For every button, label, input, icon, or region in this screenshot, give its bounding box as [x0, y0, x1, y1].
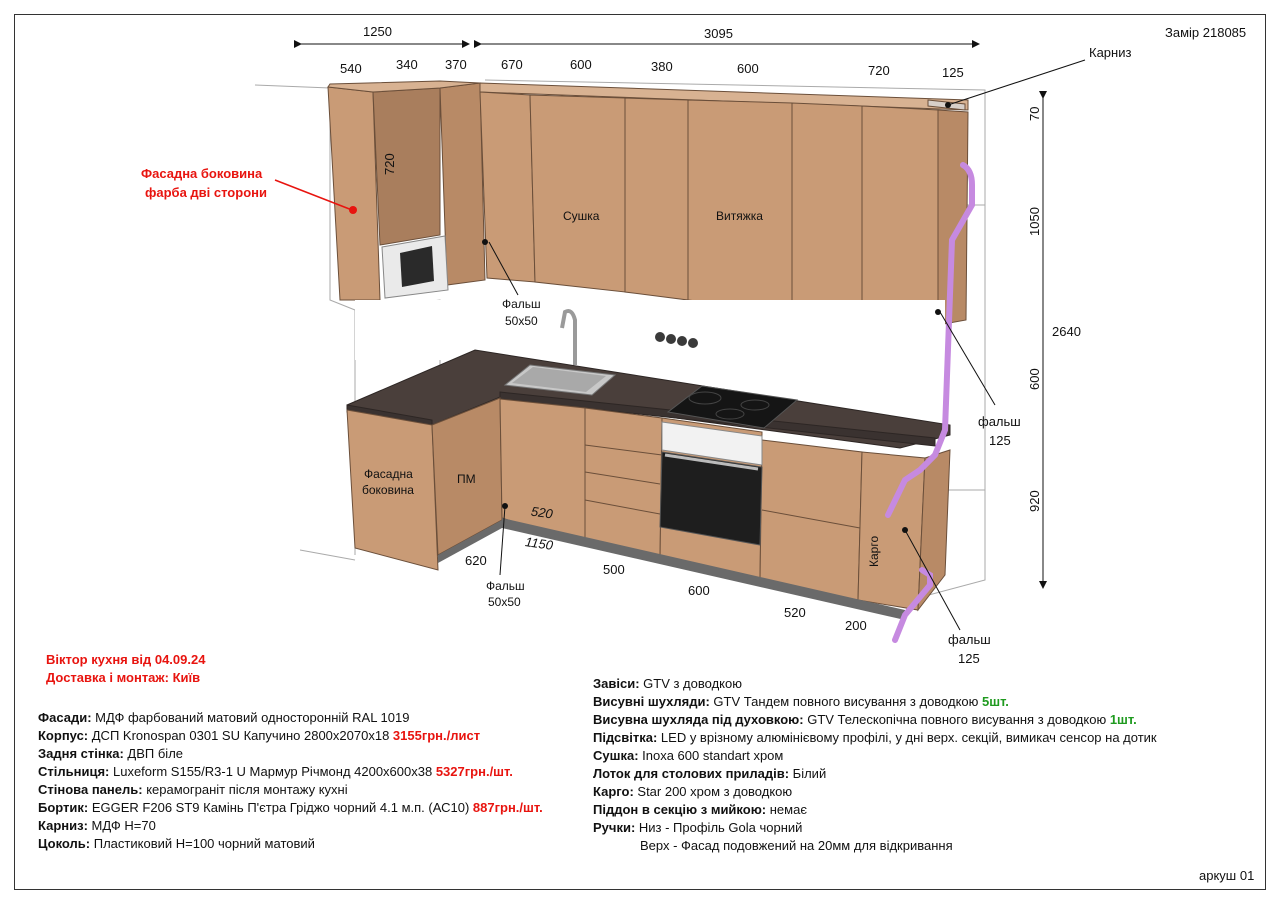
- dim-floor: 520: [530, 503, 554, 522]
- spec-row: Карниз: МДФ Н=70: [38, 818, 156, 833]
- spec-row: Підсвітка: LED у врізному алюмінієвому профілі, у дні верх. секцій, вимикач сенсор на дотик: [593, 730, 1157, 745]
- facade-side-lower: боковина: [362, 483, 414, 497]
- dim-top-seg: 370: [445, 57, 467, 72]
- spec-row: Карго: Star 200 хром з доводкою: [593, 784, 793, 799]
- microwave: [382, 236, 448, 298]
- false-panel-upper: Фальш: [502, 297, 541, 311]
- dim-floor: 1150: [524, 534, 554, 553]
- dim-floor: 500: [603, 562, 625, 577]
- dim-floor: 520: [784, 605, 806, 620]
- project-title: Віктор кухня від 04.09.24: [46, 652, 206, 667]
- false-panel-upper: 50x50: [505, 314, 538, 328]
- false-panel-lower: 50x50: [488, 595, 521, 609]
- dim-right-vertical: 920: [1027, 490, 1042, 512]
- sheet-number: аркуш 01: [1199, 868, 1255, 883]
- facade-side-dot: [349, 206, 357, 214]
- dim-top-left-total: 1250: [363, 24, 392, 39]
- dim-top-seg: 600: [737, 61, 759, 76]
- dim-right-vertical: 600: [1027, 368, 1042, 390]
- order-number: Замір 218085: [1165, 25, 1247, 40]
- cargo-label: Карго: [867, 535, 881, 567]
- dim-top-seg: 125: [942, 65, 964, 80]
- spec-row: Фасади: МДФ фарбований матовий односторонній RAL 1019: [38, 710, 410, 725]
- spec-row: Корпус: ДСП Kronospan 0301 SU Капучино 2800х2070х18 3155грн./лист: [38, 728, 481, 743]
- cornice-label: Карниз: [1089, 45, 1132, 60]
- false-right-lower: фальш: [948, 632, 991, 647]
- dryer-label: Сушка: [563, 209, 600, 223]
- dim-top-seg: 600: [570, 57, 592, 72]
- specs-left: [38, 709, 543, 853]
- false-panel-lower: Фальш: [486, 579, 525, 593]
- spec-row: Стінова панель: керамограніт після монтажу кухні: [38, 782, 348, 797]
- spec-row: Сушка: Inoxa 600 standart хром: [593, 748, 784, 763]
- project-delivery: Доставка і монтаж: Київ: [46, 670, 201, 685]
- facade-side-note: Фасадна боковина: [141, 166, 263, 181]
- dim-top-seg: 670: [501, 57, 523, 72]
- spec-row: Висувна шухляда під духовкою: GTV Телескопічна повного висування з доводкою 1шт.: [593, 712, 1137, 727]
- dim-right-vertical: 1050: [1027, 207, 1042, 236]
- dim-right-vertical: 70: [1027, 106, 1042, 121]
- false-right-upper: 125: [989, 433, 1011, 448]
- spec-row: Завіси: GTV з доводкою: [593, 676, 742, 691]
- spec-row: Стільниця: Luxeform S155/R3-1 U Мармур Річмонд 4200х600х38 5327грн./шт.: [38, 764, 513, 779]
- dim-top-right-total: 3095: [704, 26, 733, 41]
- spec-row: Задня стінка: ДВП біле: [38, 746, 184, 761]
- dim-floor: 620: [465, 553, 487, 568]
- dim-top-seg: 540: [340, 61, 362, 76]
- dim-floor: 600: [688, 583, 710, 598]
- hood-label: Витяжка: [716, 209, 763, 223]
- handles-second-line: Верх - Фасад подовжений на 20мм для відкривання: [640, 838, 953, 853]
- spec-row: Бортик: EGGER F206 ST9 Камінь П'єтра Гріджо чорний 4.1 м.п. (АС10) 887грн./шт.: [38, 800, 543, 815]
- dim-top-seg: 380: [651, 59, 673, 74]
- backsplash: [355, 300, 945, 360]
- dim-upper-side-height: 720: [382, 153, 397, 175]
- false-right-upper: фальш: [978, 414, 1021, 429]
- oven: [660, 422, 762, 545]
- spec-row: Висувні шухляди: GTV Тандем повного висування з доводкою 5шт.: [593, 694, 1009, 709]
- specs-right: [593, 675, 1157, 855]
- dim-right-total: 2640: [1052, 324, 1081, 339]
- spec-row: Лоток для столових приладів: Білий: [593, 766, 827, 781]
- upper-right-cabinets: [480, 83, 968, 325]
- facade-side-note: фарба дві сторони: [145, 185, 267, 200]
- dim-floor: 200: [845, 618, 867, 633]
- spec-row: Ручки: Низ - Профіль Gola чорний: [593, 820, 803, 835]
- dim-top-seg: 340: [396, 57, 418, 72]
- dim-top-seg: 720: [868, 63, 890, 78]
- dishwasher-label: ПМ: [457, 472, 476, 486]
- spec-row: Цоколь: Пластиковий Н=100 чорний матовий: [38, 836, 315, 851]
- spec-row: Піддон в секцію з мийкою: немає: [593, 802, 807, 817]
- facade-side-lower: Фасадна: [364, 467, 413, 481]
- false-right-lower: 125: [958, 651, 980, 666]
